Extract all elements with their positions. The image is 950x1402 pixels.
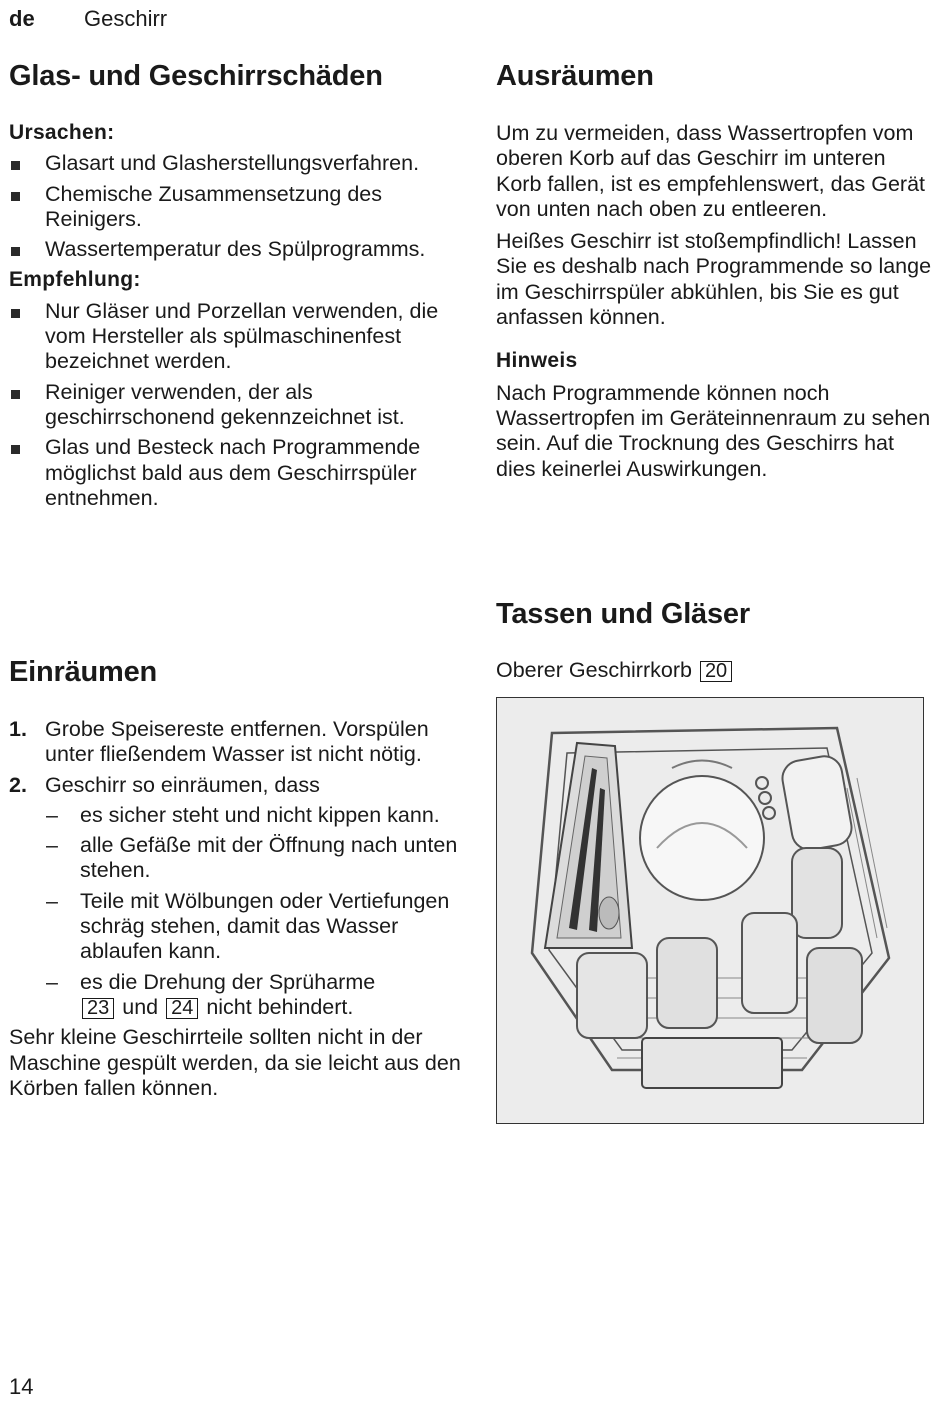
list-item: Glasart und Glasherstellungsverfahren. [9, 151, 464, 176]
list-item: – Teile mit Wölbungen oder Vertiefungen schräg stehen, damit das Wasser ablaufen kann. [46, 888, 450, 964]
reference-number: 20 [700, 661, 732, 682]
unloading-heading: Ausräumen [496, 60, 654, 92]
step-number: 2. [9, 772, 27, 797]
square-bullet-icon [11, 445, 20, 454]
list-item: – alle Gefäße mit der Öffnung nach unten stehen. [46, 833, 458, 883]
square-bullet-icon [11, 390, 20, 399]
unloading-paragraph: Heißes Geschirr ist stoßempfindlich! Lassen Sie es deshalb nach Programmende so lange im Geschirrspüler abkühlen, bis Sie es gut anfassen können. [496, 229, 932, 330]
hint-label: Hinweis [496, 349, 578, 373]
step-item [9, 717, 464, 768]
reference-number: 24 [166, 998, 198, 1019]
square-bullet-icon [11, 161, 20, 170]
cups-heading: Tassen und Gläser [496, 598, 750, 630]
list-item: Reiniger verwenden, der als geschirrschonend gekennzeichnet ist. [9, 380, 464, 431]
loading-steps [9, 717, 464, 1020]
recommendations-list [9, 299, 464, 511]
dash-bullet: – [46, 888, 58, 913]
small-items-note: Sehr kleine Geschirrteile sollten nicht in der Maschine gespült werden, da sie leicht aus den Körben fallen können. [9, 1025, 461, 1100]
unloading-section [496, 121, 936, 489]
reference-number: 23 [82, 998, 114, 1019]
step-text: Geschirr so einräumen, dass [45, 772, 320, 797]
damage-heading: Glas- und Geschirrschäden [9, 60, 383, 92]
step-number: 1. [9, 717, 27, 741]
language-code: de [9, 6, 35, 31]
dash-bullet: – [46, 833, 58, 858]
step-text: Grobe Speisereste entfernen. Vorspülen unter fließendem Wasser ist nicht nötig. [45, 717, 429, 767]
square-bullet-icon [11, 247, 20, 256]
upper-rack-illustration [496, 697, 924, 1124]
list-item: Chemische Zusammensetzung des Reinigers. [9, 182, 464, 233]
list-item: Wassertemperatur des Spülprogramms. [9, 237, 464, 262]
dish-rack-drawing [497, 698, 922, 1122]
recommendation-label: Empfehlung: [9, 268, 141, 292]
dash-bullet: – [46, 802, 58, 827]
list-item: Nur Gläser und Porzellan verwenden, die vom Hersteller als spülmaschinenfest bezeichnet werden. [9, 299, 464, 375]
dash-bullet: – [46, 969, 58, 994]
square-bullet-icon [11, 309, 20, 318]
caption-text: Oberer Geschirrkorb [496, 658, 692, 682]
loading-section [9, 717, 464, 1108]
section-title: Geschirr [84, 6, 168, 31]
causes-label: Ursachen: [9, 121, 115, 144]
damage-section [9, 120, 464, 516]
square-bullet-icon [11, 192, 20, 201]
list-item: Glas und Besteck nach Programmende möglichst bald aus dem Geschirrspüler entnehmen. [9, 435, 464, 511]
causes-list [9, 151, 464, 262]
hint-text: Nach Programmende können noch Wassertropfen im Geräteinnenraum zu sehen sein. Auf die Trocknung des Geschirrs hat dies keinerlei Auswirkungen. [496, 380, 931, 481]
step-item [9, 773, 464, 1021]
figure-caption [496, 658, 936, 683]
rack-handle [642, 1038, 782, 1088]
list-item: – es die Drehung der Sprüharme 23 und 24 nicht behindert. [46, 969, 376, 1019]
page-number: 14 [9, 1374, 34, 1399]
unloading-paragraph: Um zu vermeiden, dass Wassertropfen vom oberen Korb auf das Geschirr im unteren Korb fallen, ist es empfehlenswert, das Gerät von unten nach oben zu entleeren. [496, 121, 926, 221]
conditions-list [45, 803, 464, 1020]
list-item: – es sicher steht und nicht kippen kann. [46, 802, 440, 827]
loading-heading: Einräumen [9, 656, 158, 688]
